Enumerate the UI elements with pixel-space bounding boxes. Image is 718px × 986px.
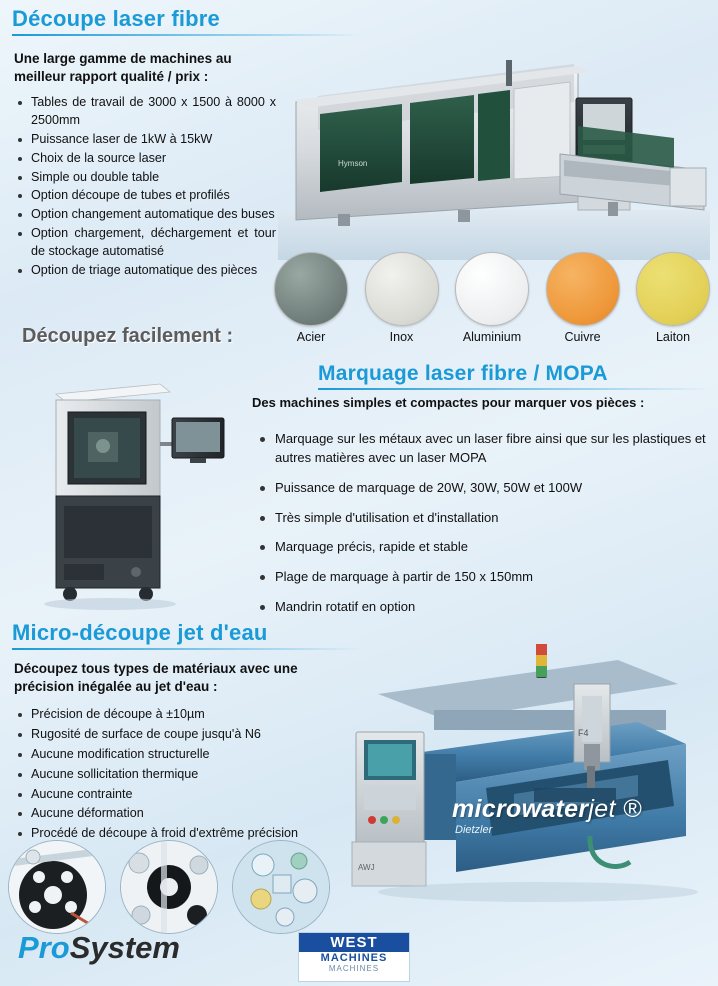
material-swatch <box>363 252 441 352</box>
list-item: Option chargement, déchargement et tour de stockage automatisé <box>14 225 276 261</box>
material-label: Aluminium <box>462 330 522 344</box>
list-item: Aucune déformation <box>14 805 354 823</box>
waterjet-logo-micro: micro <box>452 795 522 823</box>
material-swatch <box>272 252 350 352</box>
laser-cutting-lead: Une large gamme de machines au meilleur rapport qualité / prix : <box>14 51 232 85</box>
company-logo-main: System <box>69 930 180 965</box>
material-swatch <box>544 252 622 352</box>
material-label: Inox <box>389 330 414 344</box>
laser-cutting-machine-image <box>278 42 710 260</box>
material-label: Cuivre <box>564 330 601 344</box>
svg-text:F4: F4 <box>578 728 589 738</box>
material-circle-acier <box>274 252 348 326</box>
list-item: Tables de travail de 3000 x 1500 à 8000 x 2500mm <box>14 94 276 130</box>
sample-parts-row <box>8 840 352 936</box>
material-label: Acier <box>296 330 326 344</box>
waterjet-product-logo <box>452 795 682 824</box>
laser-cutting-divider <box>12 34 364 36</box>
waterjet-feature-list <box>14 706 354 845</box>
laser-cutting-heading: Découpe laser fibre <box>12 6 220 31</box>
sample-disc-2 <box>120 840 218 934</box>
west-logo-line3: MACHINES <box>328 964 380 973</box>
list-item: Marquage précis, rapide et stable <box>252 538 712 557</box>
waterjet-lead: Découpez tous types de matériaux avec une précision inégalée au jet d'eau : <box>14 661 298 695</box>
list-item: Puissance laser de 1kW à 15kW <box>14 131 276 149</box>
laser-marking-machine-image <box>38 372 244 612</box>
list-item: Choix de la source laser <box>14 150 276 168</box>
company-logo <box>18 930 180 966</box>
list-item: Option découpe de tubes et profilés <box>14 187 276 205</box>
list-item: Option changement automatique des buses <box>14 206 276 224</box>
list-item: Procédé de découpe à froid d'extrême précision <box>14 825 354 843</box>
laser-marking-feature-list <box>252 430 712 628</box>
section-title-laser-marking <box>318 362 710 390</box>
sample-disc-1 <box>8 840 106 934</box>
list-item: Rugosité de surface de coupe jusqu'à N6 <box>14 726 354 744</box>
laser-marking-lead: Des machines simples et compactes pour marquer vos pièces : <box>252 395 645 410</box>
list-item: Aucune contrainte <box>14 786 354 804</box>
section-title-laser-cutting <box>12 6 364 36</box>
waterjet-logo-jet: jet ® <box>588 795 642 823</box>
list-item: Option de triage automatique des pièces <box>14 262 276 280</box>
list-item: Aucune sollicitation thermique <box>14 766 354 784</box>
list-item: Puissance de marquage de 20W, 30W, 50W et 100W <box>252 479 712 498</box>
laser-marking-divider <box>318 388 710 390</box>
section-title-waterjet <box>12 620 364 650</box>
laser-marking-heading: Marquage laser fibre / MOPA <box>318 362 608 385</box>
laser-cutting-feature-list <box>14 94 276 281</box>
material-circle-cuivre <box>546 252 620 326</box>
waterjet-logo-water: water <box>521 795 589 823</box>
list-item: Très simple d'utilisation et d'installation <box>252 509 712 528</box>
company-logo-prefix: Pro <box>18 930 70 965</box>
list-item: Plage de marquage à partir de 150 x 150mm <box>252 568 712 587</box>
material-swatch <box>634 252 712 352</box>
material-circle-inox <box>365 252 439 326</box>
west-logo-line1: WEST <box>299 933 409 952</box>
west-machines-logo <box>298 932 410 982</box>
list-item: Aucune modification structurelle <box>14 746 354 764</box>
sample-disc-3 <box>232 840 330 934</box>
waterjet-logo-subtitle: Dietzler <box>455 824 493 836</box>
material-swatch <box>453 252 531 352</box>
material-label: Laiton <box>655 330 691 344</box>
waterjet-machine-image <box>338 636 714 908</box>
material-circle-aluminium <box>455 252 529 326</box>
waterjet-heading: Micro-découpe jet d'eau <box>12 620 268 645</box>
waterjet-divider <box>12 648 364 650</box>
west-logo-line2: MACHINES <box>320 952 388 964</box>
svg-text:Hymson: Hymson <box>338 159 368 168</box>
list-item: Précision de découpe à ±10µm <box>14 706 354 724</box>
material-circle-laiton <box>636 252 710 326</box>
list-item: Mandrin rotatif en option <box>252 598 712 617</box>
list-item: Simple ou double table <box>14 169 276 187</box>
list-item: Marquage sur les métaux avec un laser fibre ainsi que sur les plastiques et autres matières avec un laser MOPA <box>252 430 712 468</box>
laser-cutting-tagline: Découpez facilement : <box>22 325 234 347</box>
material-swatch-row <box>272 252 712 352</box>
svg-text:AWJ: AWJ <box>358 863 375 872</box>
